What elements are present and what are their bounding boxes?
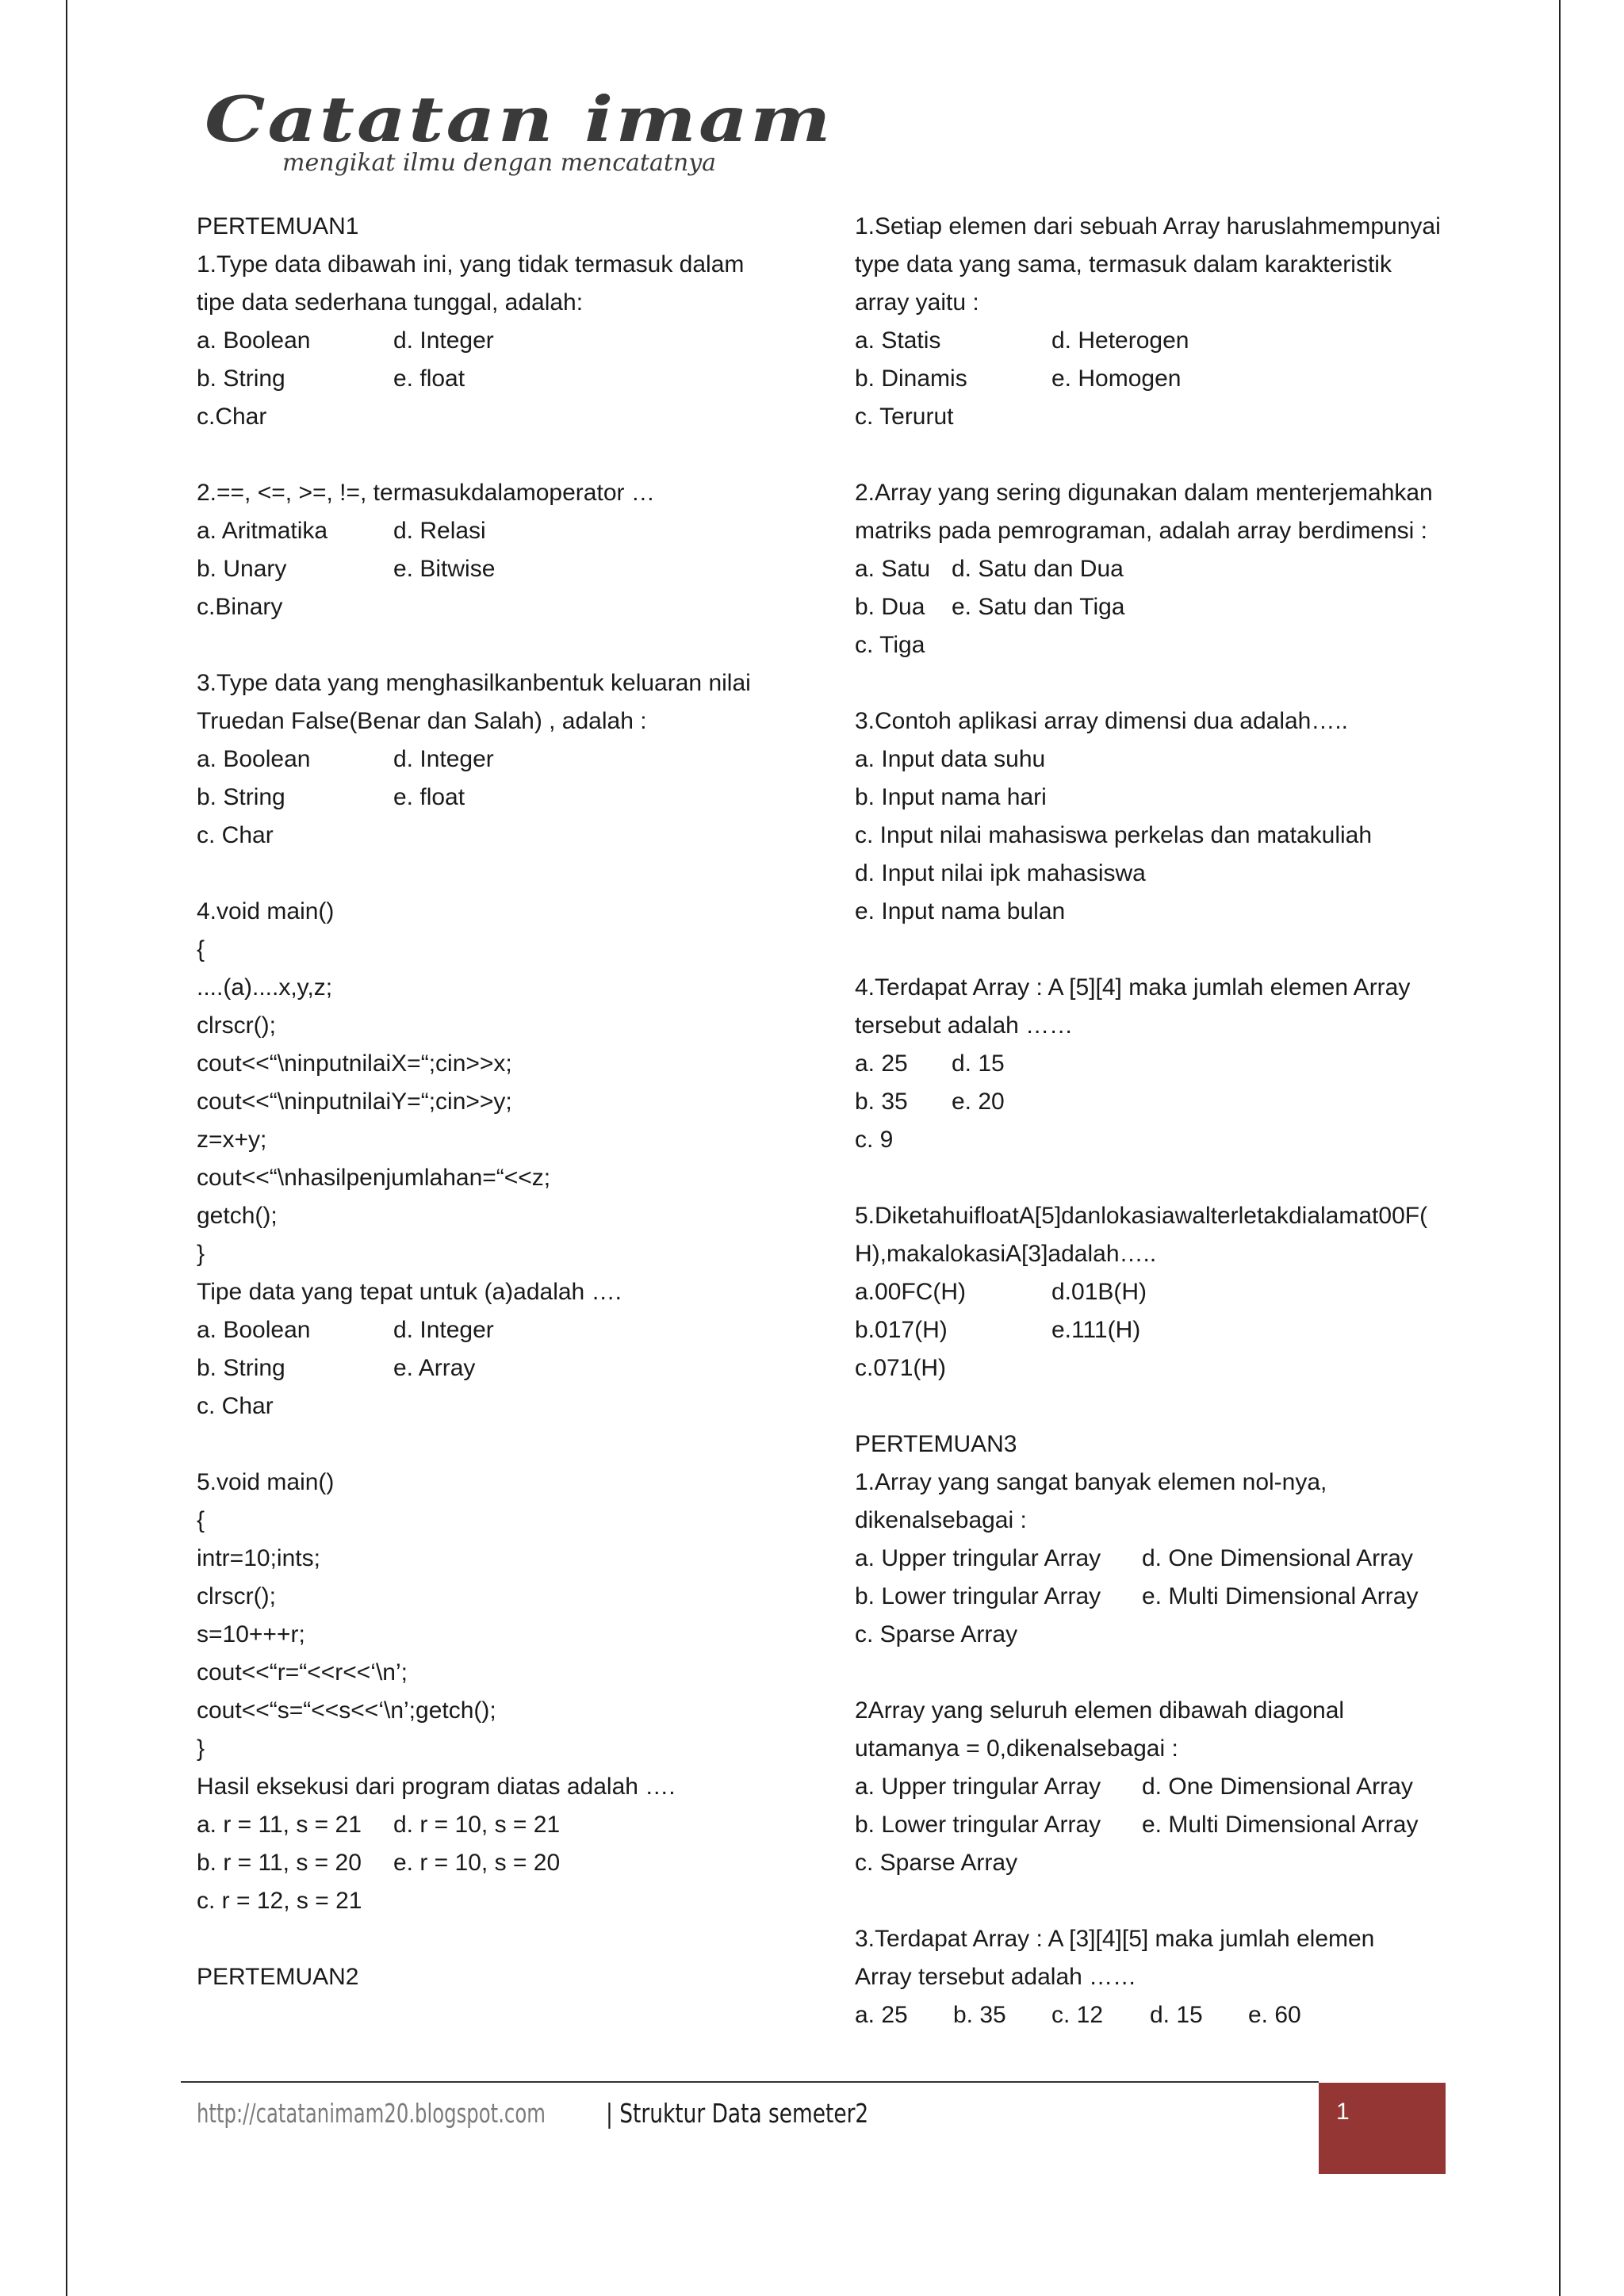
code-line: cout<<“r=“<<r<<‘\n’;: [197, 1659, 408, 1686]
option-row: d. Input nilai ipk mahasiswa: [855, 860, 1146, 886]
question-3: 3.Contoh aplikasi array dimensi dua adalah….. a. Input data suhu b. Input nama hari c. Input nilai mahasiswa perkelas dan matakuliah d. Input nilai ipk mahasiswa e. Input nama bulan: [855, 702, 1521, 931]
option-row: b. Lower tringular Array e. Multi Dimensional Array: [855, 1812, 1419, 1838]
logo-tagline: mengikat ilmu dengan mencatatnya: [282, 149, 717, 177]
option-row: c. Terurut: [855, 404, 954, 430]
question-4: 4.void main() { ....(a)....x,y,z; clrscr(); cout<<“\ninputnilaiX=“;cin>>x; cout<<“\ninputnilaiY=“;cin>>y; z=x+y; cout<<“\nhasilpenjumlahan=“<<z; getch(); } Tipe data yang tepat untuk (a)adalah …. a. Boolean d. Integer b. String e. Array c. Char: [197, 893, 863, 1425]
section-heading: PERTEMUAN2: [197, 1964, 359, 1990]
code-line: cout<<“\ninputnilaiX=“;cin>>x;: [197, 1050, 512, 1077]
code-line: }: [197, 1735, 205, 1762]
option-row: e. Input nama bulan: [855, 898, 1066, 924]
option-row: a. Upper tringular Array d. One Dimensional Array: [855, 1545, 1413, 1571]
option-row: b. 35 e. 20: [855, 1089, 1005, 1115]
p3-question-2: 2Array yang seluruh elemen dibawah diagonal utamanya = 0,dikenalsebagai : a. Upper tringular Array d. One Dimensional Array b. Lower tringular Array e. Multi Dimensional Array c. Sparse Array: [855, 1692, 1521, 1882]
code-line: s=10+++r;: [197, 1621, 305, 1647]
footer-subject: | Struktur Data semeter2: [606, 2098, 869, 2129]
option-row: a. Statis d. Heterogen: [855, 327, 1189, 354]
section-heading: PERTEMUAN3: [855, 1431, 1017, 1457]
option-row: c.Binary: [197, 594, 283, 620]
option-row: b. String e. Array: [197, 1355, 476, 1381]
page-border-left: [66, 0, 67, 2296]
option-row: a. Upper tringular Array d. One Dimensional Array: [855, 1774, 1413, 1800]
code-line: cout<<“s=“<<s<<‘\n’;getch();: [197, 1697, 496, 1724]
question-1: 1.Setiap elemen dari sebuah Array haruslahmempunyai type data yang sama, termasuk dalam karakteristik array yaitu : a. Statis d. Heterogen b. Dinamis e. Homogen c. Terurut: [855, 208, 1521, 436]
page-number-box: [1319, 2083, 1446, 2174]
question-5: 5.DiketahuifloatA[5]danlokasiawalterletakdialamat00F( H),makalokasiA[3]adalah….. a.00FC(H) d.01B(H) b.017(H) e.111(H) c.071(H): [855, 1197, 1521, 1387]
question-2: 2.==, <=, >=, !=, termasukdalamoperator … a. Aritmatika d. Relasi b. Unary e. Bitwise c.Binary: [197, 474, 863, 626]
code-line: intr=10;ints;: [197, 1545, 320, 1571]
option-row: a. Boolean d. Integer: [197, 327, 494, 354]
option-row: b. String e. float: [197, 365, 465, 392]
question-5: 5.void main() { intr=10;ints; clrscr(); s=10+++r; cout<<“r=“<<r<<‘\n’; cout<<“s=“<<s<<‘\n’;getch(); } Hasil eksekusi dari program diatas adalah …. a. r = 11, s = 21 d. r = 10, s = 21 b. r = 11, s = 20 e. r = 10, s = 20 c. r = 12, s = 21: [197, 1464, 863, 1920]
question-1: 1.Type data dibawah ini, yang tidak termasuk dalam tipe data sederhana tunggal, adalah: a. Boolean d. Integer b. String e. float c.Char: [197, 246, 863, 436]
code-line: cout<<“\ninputnilaiY=“;cin>>y;: [197, 1089, 512, 1115]
option-row: a. Input data suhu: [855, 746, 1046, 772]
code-line: getch();: [197, 1203, 278, 1229]
code-line: clrscr();: [197, 1012, 276, 1039]
section-heading: PERTEMUAN1: [197, 213, 359, 239]
option-row: b. Dinamis e. Homogen: [855, 365, 1182, 392]
code-line: }: [197, 1241, 205, 1267]
option-row: b. r = 11, s = 20 e. r = 10, s = 20: [197, 1850, 561, 1876]
option-row: a. Aritmatika d. Relasi: [197, 518, 486, 544]
page-border-right: [1559, 0, 1561, 2296]
option-row: b. Unary e. Bitwise: [197, 556, 496, 582]
footer-url[interactable]: http://catatanimam20.blogspot.com: [197, 2098, 546, 2129]
option-row: a. Boolean d. Integer: [197, 746, 494, 772]
code-line: 5.void main(): [197, 1469, 335, 1495]
right-column: [855, 208, 1521, 2034]
option-row: c. 9: [855, 1127, 894, 1153]
code-line: {: [197, 936, 205, 962]
p3-question-1: 1.Array yang sangat banyak elemen nol-nya, dikenalsebagai : a. Upper tringular Array d. One Dimensional Array b. Lower tringular Array e. Multi Dimensional Array c. Sparse Array: [855, 1464, 1521, 1654]
question-2: 2.Array yang sering digunakan dalam menterjemahkan matriks pada pemrograman, adalah array berdimensi : a. Satu d. Satu dan Dua b. Dua e. Satu dan Tiga c. Tiga: [855, 474, 1521, 664]
question-4: 4.Terdapat Array : A [5][4] maka jumlah elemen Array tersebut adalah …… a. 25 d. 15 b. 35 e. 20 c. 9: [855, 969, 1521, 1159]
option-row: a. r = 11, s = 21 d. r = 10, s = 21: [197, 1812, 561, 1838]
option-row: b. String e. float: [197, 784, 465, 810]
option-row: c. Sparse Array: [855, 1621, 1018, 1647]
code-line: ....(a)....x,y,z;: [197, 974, 333, 1001]
option-row: c. r = 12, s = 21: [197, 1888, 362, 1914]
option-row: c. Char: [197, 822, 274, 848]
option-row: a. 25 d. 15: [855, 1050, 1005, 1077]
question-3: 3.Type data yang menghasilkanbentuk keluaran nilai Truedan False(Benar dan Salah) , adalah : a. Boolean d. Integer b. String e. float c. Char: [197, 664, 863, 855]
option-row: c.Char: [197, 404, 267, 430]
code-line: z=x+y;: [197, 1127, 267, 1153]
option-row: c.071(H): [855, 1355, 947, 1381]
option-row: a. Satu d. Satu dan Dua: [855, 556, 1124, 582]
code-line: cout<<“\nhasilpenjumlahan=“<<z;: [197, 1165, 551, 1191]
p3-question-3: 3.Terdapat Array : A [3][4][5] maka jumlah elemen Array tersebut adalah …… a. 25 b. 35 c. 12 d. 15 e. 60: [855, 1920, 1521, 2034]
option-row: a.00FC(H) d.01B(H): [855, 1279, 1147, 1305]
code-line: clrscr();: [197, 1583, 276, 1609]
left-column: [197, 208, 863, 1996]
option-row: b.017(H) e.111(H): [855, 1317, 1141, 1343]
footer-divider: [181, 2081, 1319, 2083]
option-row: b. Dua e. Satu dan Tiga: [855, 594, 1125, 620]
option-row: c. Sparse Array: [855, 1850, 1018, 1876]
site-logo: [205, 82, 833, 178]
code-line: {: [197, 1507, 205, 1533]
option-row: c. Input nilai mahasiswa perkelas dan matakuliah: [855, 822, 1373, 848]
option-row: b. Input nama hari: [855, 784, 1047, 810]
option-row: a. 25 b. 35 c. 12 d. 15 e. 60: [855, 2002, 1301, 2028]
code-line: 4.void main(): [197, 898, 335, 924]
page-number: 1: [1336, 2099, 1350, 2125]
option-row: a. Boolean d. Integer: [197, 1317, 494, 1343]
option-row: c. Tiga: [855, 632, 925, 658]
option-row: c. Char: [197, 1393, 274, 1419]
logo-title: Catatan imam: [205, 82, 833, 156]
option-row: b. Lower tringular Array e. Multi Dimensional Array: [855, 1583, 1419, 1609]
